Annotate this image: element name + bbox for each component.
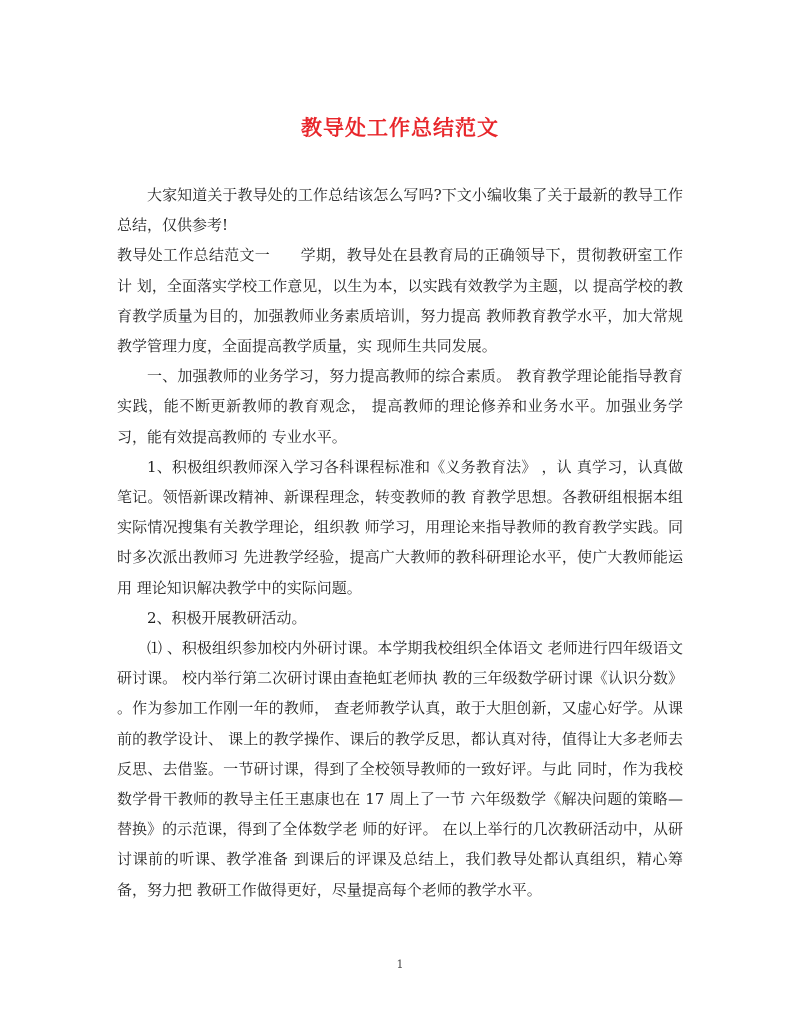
intro-paragraph: 大家知道关于教导处的工作总结该怎么写吗?下文小编收集了关于最新的教导工作总结，仅供参考! [117, 186, 683, 235]
research-activity-paragraph: ⑴ 、积极组织参加校内外研讨课。本学期我校组织全体语文 老师进行四年级语文研讨课。 校内举行第二次研讨课由查艳虹老师执 教的三年级数学研讨课《认识分数》 。作为参加工作刚一年的教师， 查老师教学认真，敢于大胆创新，又虚心好学。从课前的教学设计、 课上的教学操作、课后的教学反思，都认真对待，值得让大多老师去反思、去借鉴。一节研讨课，得到了全校领导教师的一致好评。与此 同时，作为我校数学骨干教师的教导主任王惠康也在 17 周上了一节 六年级数学《解决问题的策略—替换》的示范课，得到了全体数学老 师的好评。 在以上举行的几次教研活动中，从研讨课前的听课、教学准备 到课后的评课及总结上，我们教导处都认真组织，精心筹备，努力把 教研工作做得更好，尽量提高每个老师的教学水平。 [117, 639, 683, 899]
section-one-paragraph: 一、加强教师的业务学习，努力提高教师的综合素质。 教育教学理论能指导教育实践，能不断更新教师的教育观念， 提高教师的理论修养和业务水平。加强业务学习，能有效提高教师的 专业水平。 [117, 367, 683, 446]
item-two-paragraph: 2、积极开展教研活动。 [147, 608, 307, 627]
document-body [117, 180, 683, 905]
item-one-paragraph: 1、积极组织教师深入学习各科课程标准和《义务教育法》 ，认 真学习，认真做笔记。领悟新课改精神、新课程理念，转变教师的教 育教学思想。各教研组根据本组实际情况搜集有关教学理论，组织教 师学习，用理论来指导教师的教育教学实践。同时多次派出教师习 先进教学经验，提高广大教师的教科研理论水平，使广大教师能运用 理论知识解决教学中的实际问题。 [117, 457, 683, 597]
page-title: 教导处工作总结范文 [301, 115, 499, 140]
page-number: 1 [396, 958, 404, 971]
summary-paragraph: 教导处工作总结范文一 学期，教导处在县教育局的正确领导下，贯彻教研室工作计 划，全面落实学校工作意见，以生为本，以实践有效教学为主题，以 提高学校的教育教学质量为目的，加强教师业务素质培训，努力提高 教师教育教学水平，加大常规教学管理力度，全面提高教学质量，实 现师生共同发展。 [117, 246, 683, 356]
